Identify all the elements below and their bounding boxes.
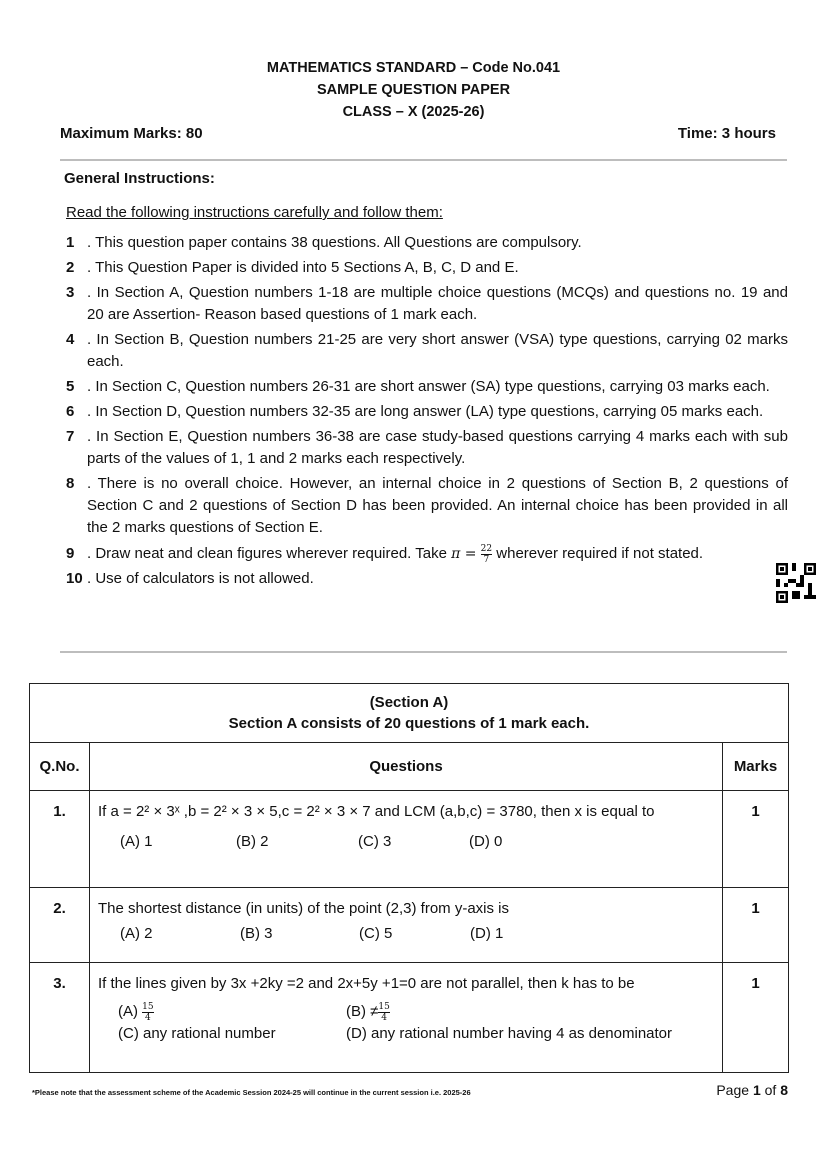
question-marks: 1: [723, 963, 789, 1073]
questions-table: [29, 683, 789, 1073]
footer-note: *Please note that the assessment scheme of the Academic Session 2024-25 will continue in the current session i.e. 2025-26: [32, 1088, 471, 1097]
section-title: (Section A): [369, 694, 449, 711]
item-text-part: wherever required if not stated.: [492, 545, 704, 562]
col-qno: Q.No.: [30, 743, 90, 791]
table-row: [30, 888, 789, 963]
option-label: (A): [118, 1003, 138, 1020]
option: (D) 1: [470, 925, 504, 942]
question-cell: [90, 888, 723, 963]
option-label: (B) ≠: [346, 1003, 379, 1020]
option: [346, 1001, 714, 1023]
instruction-item: [66, 568, 788, 590]
item-number: 9: [66, 545, 75, 562]
pi-symbol: π =: [451, 546, 477, 562]
instruction-item: [66, 376, 788, 398]
option: (C) any rational number: [118, 1025, 276, 1042]
instruction-item: [66, 282, 788, 326]
table-row: [30, 963, 789, 1073]
fraction-den: 7: [483, 554, 490, 565]
current-page: 1: [752, 1082, 761, 1098]
question-text: If a = 2² × 3ˣ ,b = 2² × 3 × 5,c = 2² × 3 × 7 and LCM (a,b,c) = 3780, then x is equal to: [98, 803, 655, 820]
fraction-den: 4: [145, 1012, 151, 1023]
item-text: . In Section B, Question numbers 21-25 are very short answer (VSA) type questions, carrying 02 marks each.: [87, 331, 788, 370]
instruction-item: [66, 232, 788, 254]
item-text: . There is no overall choice. However, an internal choice in 2 questions of Section B, 2 questions of Section C and 2 questions of Section D has been provided. An internal choice has been provided in all the 2 marks questions of Section E.: [87, 475, 788, 536]
options: [98, 831, 714, 853]
question-number: 1.: [30, 791, 90, 888]
item-number: 7: [66, 428, 75, 445]
item-text: . This question paper contains 38 questions. All Questions are compulsory.: [87, 234, 582, 251]
page-number: [716, 1082, 788, 1098]
fraction-den: 4: [381, 1012, 387, 1023]
instruction-item: [66, 543, 788, 565]
options: [98, 923, 714, 945]
table-row: [30, 791, 789, 888]
question-text: The shortest distance (in units) of the point (2,3) from y-axis is: [98, 900, 509, 917]
item-number: 5: [66, 378, 75, 395]
question-text: If the lines given by 3x +2ky =2 and 2x+5y +1=0 are not parallel, then k has to be: [98, 975, 635, 992]
fraction-num: 15: [142, 1001, 154, 1012]
section-header: [30, 684, 789, 743]
qr-code: [776, 563, 816, 603]
item-number: 4: [66, 331, 75, 348]
fraction-num: 22: [480, 543, 493, 554]
item-number: 2: [66, 259, 75, 276]
item-number: 10: [66, 570, 83, 587]
time: Time: 3 hours: [677, 125, 776, 142]
option: (B) 3: [240, 925, 273, 942]
option: (D) any rational number having 4 as denominator: [346, 1025, 673, 1042]
instruction-item: [66, 473, 788, 539]
total-pages: 8: [780, 1082, 788, 1098]
option: (C) 5: [359, 925, 393, 942]
max-marks: Maximum Marks: 80: [60, 125, 203, 142]
item-number: 6: [66, 403, 75, 420]
item-number: 8: [66, 475, 75, 492]
question-marks: 1: [723, 791, 789, 888]
item-text: . This Question Paper is divided into 5 Sections A, B, C, D and E.: [87, 259, 519, 276]
item-text: . In Section A, Question numbers 1-18 are multiple choice questions (MCQs) and questions no. 19 and 20 are Assertion- Reason based questions of 1 mark each.: [87, 284, 788, 323]
question-cell: [90, 963, 723, 1073]
option: (C) 3: [358, 833, 392, 850]
option: (A) 1: [120, 833, 153, 850]
fraction: [481, 544, 492, 565]
option: (A) 2: [120, 925, 153, 942]
col-marks: Marks: [723, 743, 789, 791]
instructions-lead: Read the following instructions carefully and follow them:: [66, 204, 443, 221]
item-number: 1: [66, 234, 75, 251]
paper-subtitle: SAMPLE QUESTION PAPER: [316, 82, 511, 98]
item-text: . Use of calculators is not allowed.: [87, 570, 314, 587]
col-questions: Questions: [90, 743, 723, 791]
instruction-item: [66, 426, 788, 470]
paper-class: CLASS – X (2025-26): [342, 104, 485, 120]
options: [98, 1001, 714, 1045]
question-cell: [90, 791, 723, 888]
instructions-heading: General Instructions:: [64, 170, 215, 187]
option: (D) 0: [469, 833, 503, 850]
question-number: 2.: [30, 888, 90, 963]
paper-title: MATHEMATICS STANDARD – Code No.041: [266, 60, 561, 76]
instruction-item: [66, 329, 788, 373]
item-text: [87, 543, 788, 565]
option: [118, 1001, 346, 1023]
item-text: . In Section C, Question numbers 26-31 are short answer (SA) type questions, carrying 03 marks each.: [87, 378, 770, 395]
instructions-list: [66, 232, 788, 593]
page-of: of: [760, 1082, 781, 1098]
instruction-item: [66, 401, 788, 423]
divider: [60, 651, 787, 653]
question-marks: 1: [723, 888, 789, 963]
divider: [60, 159, 787, 161]
section-desc: Section A consists of 20 questions of 1 mark each.: [228, 715, 590, 732]
question-number: 3.: [30, 963, 90, 1073]
page-prefix: Page: [716, 1082, 753, 1098]
option: (B) 2: [236, 833, 269, 850]
instruction-item: [66, 257, 788, 279]
item-text: . In Section D, Question numbers 32-35 are long answer (LA) type questions, carrying 05 marks each.: [87, 403, 764, 420]
fraction: [378, 1002, 389, 1023]
fraction-num: 15: [378, 1001, 390, 1012]
item-text: . In Section E, Question numbers 36-38 are case study-based questions carrying 4 marks each with sub parts of the values of 1, 1 and 2 marks each respectively.: [87, 428, 788, 467]
fraction: [142, 1002, 153, 1023]
item-text-part: . Draw neat and clean figures wherever required. Take: [87, 545, 452, 562]
item-number: 3: [66, 284, 75, 301]
